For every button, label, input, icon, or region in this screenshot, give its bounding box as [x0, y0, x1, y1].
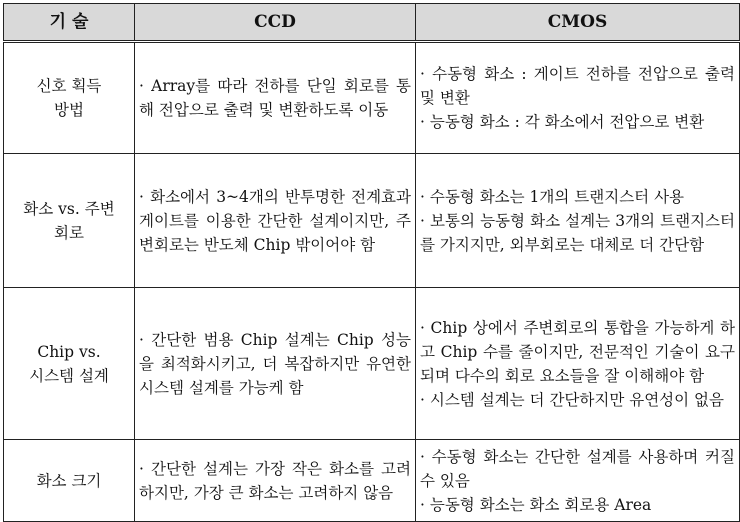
row-label-line: Chip vs. — [37, 342, 101, 361]
table-row — [4, 42, 740, 154]
row-label — [4, 288, 135, 440]
row-label-line: 화소 크기 — [36, 471, 102, 490]
table-row — [4, 154, 740, 288]
cmos-text: · 능동형 화소 : 각 화소에서 전압으로 변환 — [420, 113, 705, 131]
header-cmos: CMOS — [416, 4, 740, 42]
ccd-text: · 간단한 설계는 가장 작은 화소를 고려하지만, 가장 큰 화소는 고려하지 않음 — [139, 459, 411, 502]
cmos-cell — [416, 42, 740, 154]
cmos-text: · 수동형 화소는 1개의 트랜지스터 사용 — [420, 187, 685, 206]
ccd-text: · Array를 따라 전하를 단일 회로를 통해 전압으로 출력 및 변환하도록 이동 — [139, 77, 411, 119]
ccd-text: · 화소에서 3~4개의 반투명한 전계효과 게이트를 이용한 간단한 설계이지만, 주변회로는 반도체 Chip 밖이어야 함 — [139, 187, 411, 254]
row-label-line: 시스템 설계 — [29, 366, 109, 385]
ccd-cell — [135, 288, 416, 440]
header-technology: 기 술 — [4, 4, 135, 42]
cmos-text: · 능동형 화소는 화소 회로용 Area — [420, 495, 652, 514]
cmos-text: · 수동형 화소 : 게이트 전하를 전압으로 출력 및 변환 — [420, 65, 735, 107]
ccd-cell — [135, 440, 416, 522]
table-row — [4, 288, 740, 440]
row-label-line: 회로 — [54, 223, 84, 242]
cmos-text: · 수동형 화소는 간단한 설계를 사용하며 커질 수 있음 — [420, 447, 735, 490]
cmos-cell — [416, 154, 740, 288]
row-label-line: 화소 vs. 주변 — [23, 199, 115, 218]
cmos-text: · Chip 상에서 주변회로의 통합을 가능하게 하고 Chip 수를 줄이지만, 전문적인 기술이 요구되며 다수의 회로 요소들을 잘 이해해야 함 — [420, 318, 735, 385]
header-ccd: CCD — [135, 4, 416, 42]
row-label-line: 신호 획득 — [36, 77, 102, 95]
ccd-cell — [135, 154, 416, 288]
comparison-table — [3, 3, 740, 522]
header-row — [4, 4, 740, 42]
cmos-cell — [416, 440, 740, 522]
cmos-cell — [416, 288, 740, 440]
cmos-text: · 보통의 능동형 화소 설계는 3개의 트랜지스터를 가지지만, 외부회로는 대체로 더 간단함 — [420, 211, 735, 254]
row-label — [4, 440, 135, 522]
row-label — [4, 154, 135, 288]
table-row — [4, 440, 740, 522]
row-label-line: 방법 — [54, 101, 84, 119]
cmos-text: · 시스템 설계는 더 간단하지만 유연성이 없음 — [420, 390, 725, 409]
ccd-text: · 간단한 범용 Chip 설계는 Chip 성능을 최적화시키고, 더 복잡하지만 유연한 시스템 설계를 가능케 함 — [139, 330, 411, 397]
ccd-cell — [135, 42, 416, 154]
row-label — [4, 42, 135, 154]
